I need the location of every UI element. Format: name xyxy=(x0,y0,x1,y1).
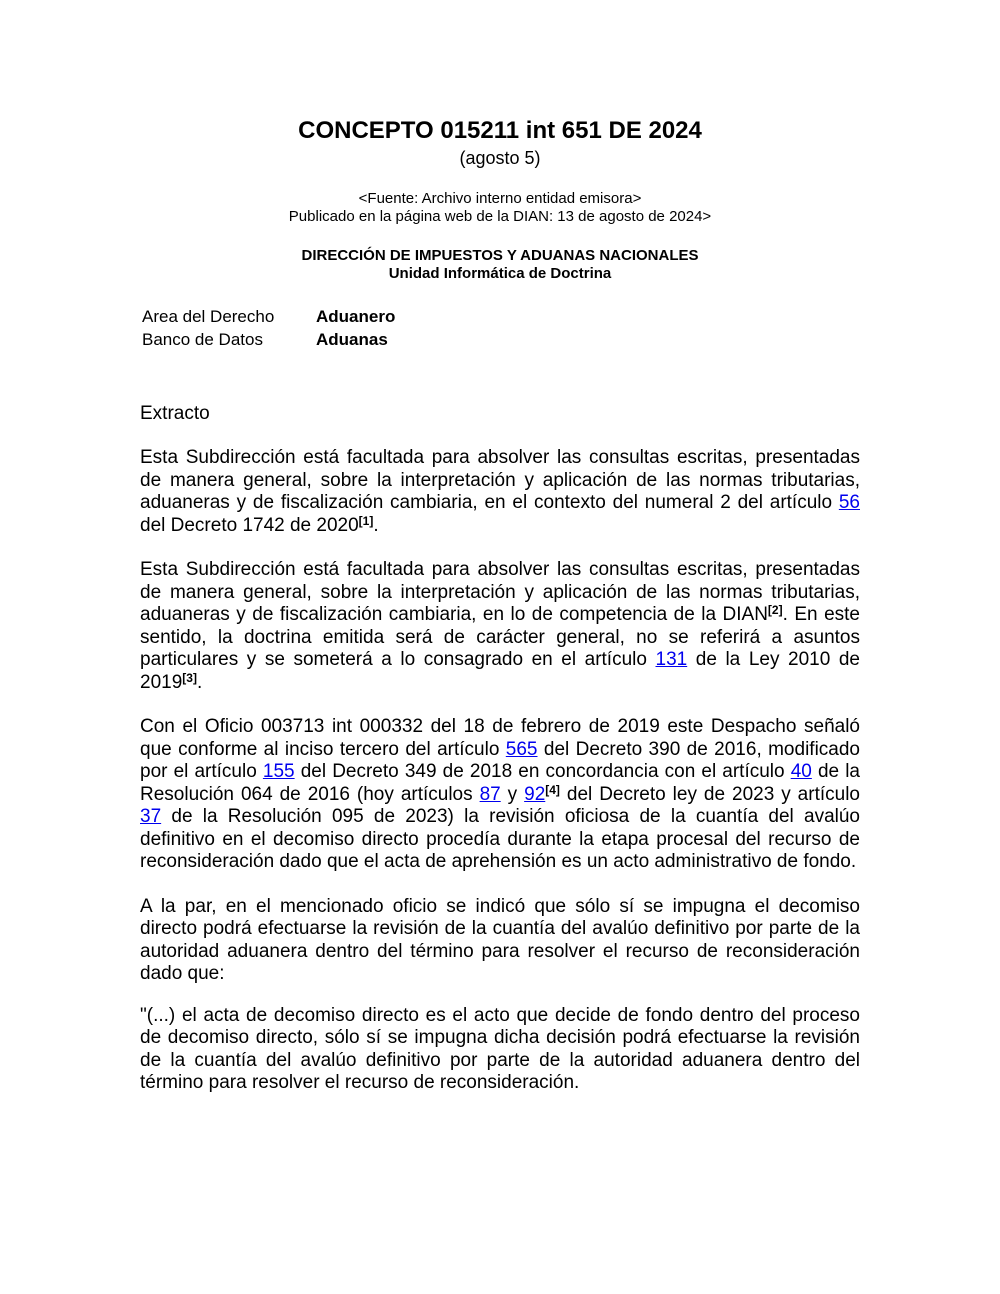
meta-label-bank: Banco de Datos xyxy=(142,330,263,349)
footnote-ref-2[interactable]: [2] xyxy=(767,603,783,617)
section-heading-extracto: Extracto xyxy=(140,403,210,424)
text: del Decreto ley de 2023 y artículo xyxy=(559,783,860,805)
text: del Decreto 390 de 2016, modificado por el artículo xyxy=(140,738,860,782)
footnote-ref-3[interactable]: [3] xyxy=(182,670,197,685)
link-article-155[interactable]: 155 xyxy=(262,761,295,782)
org-unit: Unidad Informática de Doctrina xyxy=(388,265,612,282)
metadata-table xyxy=(142,305,860,351)
text: . En este sentido, la doctrina emitida será de carácter general, no se referirá a asuntos particulares y se someterá a lo consagrado en el artículo xyxy=(140,604,860,670)
document-title: CONCEPTO 015211 int 651 DE 2024 xyxy=(298,117,702,144)
link-article-565[interactable]: 565 xyxy=(505,738,538,760)
text: de la Resolución 064 de 2016 (hoy artículos xyxy=(140,761,860,805)
paragraph-2 xyxy=(140,559,860,694)
text: del Decreto 349 de 2018 en concordancia con el artículo xyxy=(294,761,791,782)
text: Esta Subdirección está facultada para absolver las consultas escritas, presentadas de manera general, sobre la interpretación y aplicación de las normas tributarias, aduaneras y de fiscalización cambiaria, en lo de competencia de la DIAN xyxy=(140,559,860,625)
link-article-56[interactable]: 56 xyxy=(838,492,860,513)
text: de la Ley 2010 de 2019 xyxy=(140,649,860,693)
paragraph-1 xyxy=(140,447,860,537)
paragraph-4: A la par, en el mencionado oficio se indicó que sólo sí se impugna el decomiso directo podrá efectuarse la revisión de la cuantía del avalúo definitivo por parte de la autoridad aduanera dentro del término para resolver el recurso de reconsideración dado que: xyxy=(140,895,860,984)
source-note xyxy=(140,190,860,226)
published-line: Publicado en la página web de la DIAN: 13 de agosto de 2024> xyxy=(288,208,712,225)
text: de la Resolución 095 de 2023) la revisión oficiosa de la cuantía del avalúo definitivo en el decomiso directo procedía durante la etapa procesal del recurso de reconsideración dado que el acta de aprehensión es un acto administrativo de fondo. xyxy=(140,806,860,872)
link-article-92[interactable]: 92 xyxy=(524,783,546,805)
meta-value-area: Aduanero xyxy=(316,307,396,326)
document-date: (agosto 5) xyxy=(459,148,541,168)
issuing-organization xyxy=(140,247,860,283)
text: del Decreto 1742 de 2020 xyxy=(140,514,359,536)
org-name: DIRECCIÓN DE IMPUESTOS Y ADUANAS NACIONALES xyxy=(301,247,699,264)
paragraph-5-quote: "(...) el acta de decomiso directo es el acto que decide de fondo dentro del proceso de decomiso directo, sólo sí se impugna dicha decisión podrá efectuarse la revisión de la cuantía del avalúo definitivo por parte de la autoridad aduanera dentro del término para resolver el recurso de reconsideración. xyxy=(140,1004,860,1093)
meta-row-bank xyxy=(142,328,860,351)
text: . xyxy=(373,514,379,536)
meta-value-bank: Aduanas xyxy=(316,330,388,349)
text: Esta Subdirección está facultada para absolver las consultas escritas, presentadas de manera general, sobre la interpretación y aplicación de las normas tributarias, aduaneras y de fiscalización cambiaria, en el contexto del numeral 2 del artículo xyxy=(140,447,860,513)
footnote-ref-1[interactable]: [1] xyxy=(358,513,374,528)
meta-row-area xyxy=(142,305,860,328)
source-line: <Fuente: Archivo interno entidad emisora> xyxy=(358,190,642,207)
text: Con el Oficio 003713 int 000332 del 18 de febrero de 2019 este Despacho señaló que conforme al inciso tercero del artículo xyxy=(140,716,860,760)
link-article-37[interactable]: 37 xyxy=(140,806,162,827)
text: . xyxy=(196,671,203,693)
footnote-ref-4[interactable]: [4] xyxy=(545,782,560,797)
paragraph-3 xyxy=(140,716,860,874)
meta-label-area: Area del Derecho xyxy=(142,307,275,326)
text: y xyxy=(500,783,525,805)
link-article-40[interactable]: 40 xyxy=(790,761,812,782)
link-article-87[interactable]: 87 xyxy=(479,783,501,805)
document-page xyxy=(140,115,860,1114)
link-article-131[interactable]: 131 xyxy=(655,649,688,670)
